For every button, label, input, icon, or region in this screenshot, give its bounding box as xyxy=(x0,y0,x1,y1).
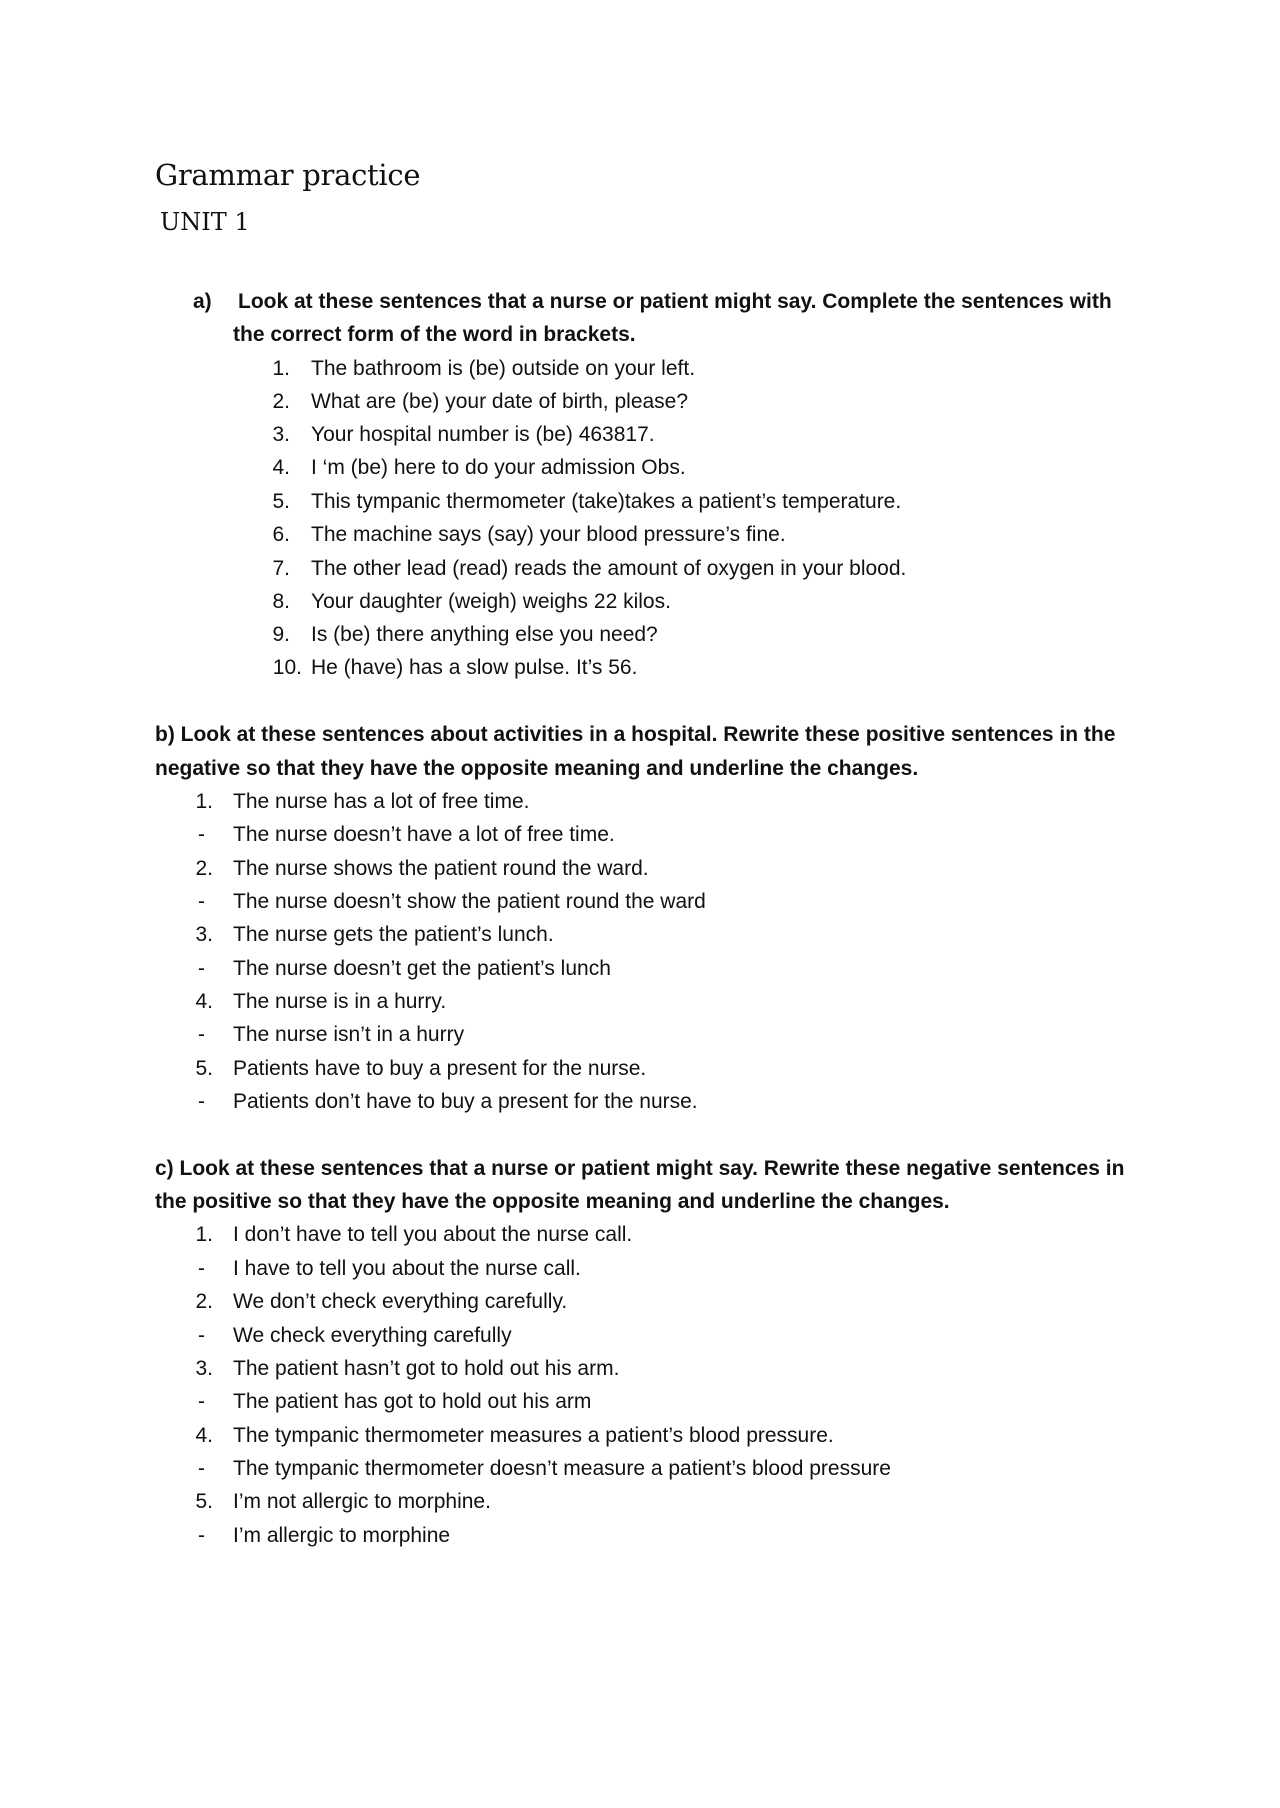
list-item: The patient has got to hold out his arm xyxy=(233,1390,592,1413)
page-title: Grammar practice xyxy=(155,158,421,192)
list-item-number: 5. xyxy=(195,1490,213,1513)
list-item-number: - xyxy=(198,1457,205,1480)
list-item: Your hospital number is (be) 463817. xyxy=(311,423,655,446)
list-item: The machine says (say) your blood pressure’s fine. xyxy=(311,523,786,546)
list-item-number: 4. xyxy=(272,456,290,479)
list-item-number: 9. xyxy=(272,623,290,646)
list-item: The nurse has a lot of free time. xyxy=(233,790,530,813)
list-item: I have to tell you about the nurse call. xyxy=(233,1257,581,1280)
list-item: I’m not allergic to morphine. xyxy=(233,1490,491,1513)
list-item: The nurse shows the patient round the ward. xyxy=(233,857,649,880)
list-item: The tympanic thermometer doesn’t measure a patient’s blood pressure xyxy=(233,1457,891,1480)
list-item-number: 7. xyxy=(272,557,290,580)
list-item: The nurse isn’t in a hurry xyxy=(233,1023,465,1046)
section-b-instruction: negative so that they have the opposite meaning and underline the changes. xyxy=(155,757,919,780)
list-item-number: 2. xyxy=(195,1290,213,1313)
list-item: I’m allergic to morphine xyxy=(233,1524,451,1547)
section-a-instruction: Look at these sentences that a nurse or patient might say. Complete the sentences with xyxy=(238,290,1112,313)
list-item: Patients have to buy a present for the nurse. xyxy=(233,1057,647,1080)
list-item-number: - xyxy=(198,1023,205,1046)
list-item: The bathroom is (be) outside on your left. xyxy=(311,357,696,380)
list-item: Is (be) there anything else you need? xyxy=(311,623,658,646)
section-a-instruction: the correct form of the word in brackets. xyxy=(233,323,636,346)
list-item: We check everything carefully xyxy=(233,1324,512,1347)
list-item-number: - xyxy=(198,1090,205,1113)
list-item-number: - xyxy=(198,957,205,980)
list-item: The nurse doesn’t get the patient’s lunch xyxy=(233,957,611,980)
list-item-number: 3. xyxy=(195,923,213,946)
list-item-number: 5. xyxy=(195,1057,213,1080)
list-item-number: 1. xyxy=(195,1223,213,1246)
list-item-number: - xyxy=(198,1524,205,1547)
list-item-number: 2. xyxy=(272,390,290,413)
list-item: The other lead (read) reads the amount of oxygen in your blood. xyxy=(311,557,907,580)
list-item-number: 5. xyxy=(272,490,290,513)
section-c-instruction: the positive so that they have the opposite meaning and underline the changes. xyxy=(155,1190,950,1213)
list-item: Patients don’t have to buy a present for the nurse. xyxy=(233,1090,698,1113)
list-item-number: 10. xyxy=(272,656,302,679)
list-item: I ‘m (be) here to do your admission Obs. xyxy=(311,456,686,479)
list-item-number: 1. xyxy=(195,790,213,813)
list-item-number: 6. xyxy=(272,523,290,546)
list-item-number: 2. xyxy=(195,857,213,880)
list-item: The tympanic thermometer measures a patient’s blood pressure. xyxy=(233,1424,834,1447)
section-b-instruction: b) Look at these sentences about activities in a hospital. Rewrite these positive sentences in the xyxy=(155,723,1116,746)
unit-heading: UNIT 1 xyxy=(160,208,250,236)
list-item-number: 3. xyxy=(272,423,290,446)
list-item-number: - xyxy=(198,823,205,846)
section-a-label: a) xyxy=(193,290,212,313)
list-item-number: - xyxy=(198,890,205,913)
list-item-number: - xyxy=(198,1390,205,1413)
list-item: The nurse gets the patient’s lunch. xyxy=(233,923,554,946)
list-item-number: 3. xyxy=(195,1357,213,1380)
list-item: The nurse doesn’t have a lot of free time. xyxy=(233,823,615,846)
list-item: The nurse doesn’t show the patient round the ward xyxy=(233,890,706,913)
list-item: What are (be) your date of birth, please? xyxy=(311,390,689,413)
section-c-instruction: c) Look at these sentences that a nurse or patient might say. Rewrite these negative sentences in xyxy=(155,1157,1125,1180)
list-item: Your daughter (weigh) weighs 22 kilos. xyxy=(311,590,671,613)
list-item-number: 4. xyxy=(195,1424,213,1447)
list-item-number: - xyxy=(198,1257,205,1280)
list-item: We don’t check everything carefully. xyxy=(233,1290,568,1313)
list-item: He (have) has a slow pulse. It’s 56. xyxy=(311,656,638,679)
list-item: This tympanic thermometer (take)takes a patient’s temperature. xyxy=(311,490,902,513)
list-item-number: - xyxy=(198,1324,205,1347)
list-item-number: 8. xyxy=(272,590,290,613)
list-item-number: 4. xyxy=(195,990,213,1013)
list-item-number: 1. xyxy=(272,357,290,380)
list-item: The patient hasn’t got to hold out his arm. xyxy=(233,1357,620,1380)
list-item: The nurse is in a hurry. xyxy=(233,990,447,1013)
list-item: I don’t have to tell you about the nurse call. xyxy=(233,1223,633,1246)
